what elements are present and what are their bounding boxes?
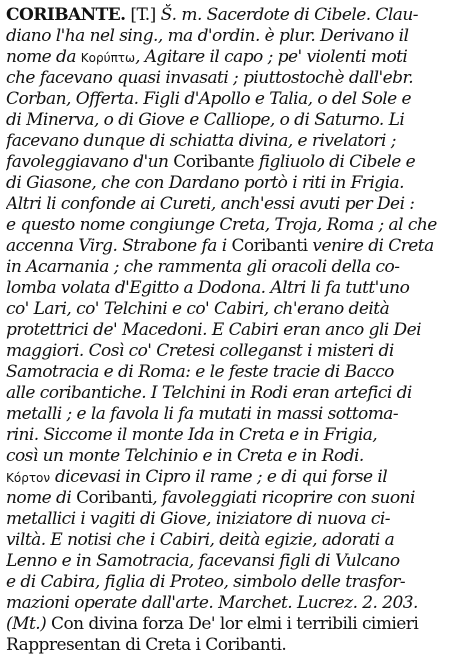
entry-text: metalli ; e la favola li fa mutati in massi sottoma- xyxy=(6,404,399,424)
entry-line xyxy=(6,172,468,195)
entry-text: alle coribantiche. I Telchini in Rodi eran artefici di xyxy=(6,383,412,403)
entry-line xyxy=(6,529,468,552)
entry-text: accenna Virg. Strabone fa i xyxy=(6,236,232,256)
entry-line xyxy=(6,298,468,321)
entry-text: venire di Creta xyxy=(307,236,434,256)
greek-word: Κορύπτω xyxy=(80,51,136,65)
entry-line xyxy=(6,319,468,342)
entry-text: viltà. E notisi che i Cabiri, deità egizie, adorati a xyxy=(6,530,395,550)
entry-line xyxy=(6,277,468,300)
source-tag: [T.] xyxy=(130,5,156,25)
dictionary-entry xyxy=(6,4,468,656)
entry-line xyxy=(6,130,468,153)
entry-text: favoleggiavano d'un xyxy=(6,152,174,172)
headword: CORIBANTE. xyxy=(6,5,126,25)
upright-name: Coribante xyxy=(173,152,255,172)
entry-line xyxy=(6,508,468,531)
verse-text: Con divina forza De' lor elmi i terribili cimieri xyxy=(46,614,419,634)
entry-text: dicevasi in Cipro il rame ; e di qui forse il xyxy=(50,467,388,487)
entry-line xyxy=(6,340,468,363)
entry-line xyxy=(6,256,468,279)
entry-text: , favoleggiati ricoprire con suoni xyxy=(152,488,415,508)
entry-line xyxy=(6,592,468,615)
entry-text: Lenno e in Samotracia, facevansi figli di Vulcano xyxy=(6,551,400,571)
entry-text: nome di xyxy=(6,488,77,508)
entry-text: Corban, Offerta. Figli d'Apollo e Talia, o del Sole e xyxy=(6,89,412,109)
entry-text: metallici i vagiti di Giove, iniziatore di nuova ci- xyxy=(6,509,390,529)
entry-line xyxy=(6,88,468,111)
entry-line xyxy=(6,550,468,573)
entry-text: maggiori. Così co' Cretesi colleganst i misteri di xyxy=(6,341,394,361)
entry-line xyxy=(6,151,468,174)
greek-word: Κόρτον xyxy=(6,471,51,485)
citation-abbrev: (Mt.) xyxy=(6,614,47,634)
upright-name: Coribanti xyxy=(231,236,308,256)
verse-text: Rappresentan di Creta i Coribanti. xyxy=(6,635,287,655)
entry-line xyxy=(6,193,468,216)
entry-text: e questo nome congiunge Creta, Troja, Roma ; al che xyxy=(6,215,437,235)
gender-mark: S̊. xyxy=(160,5,177,25)
entry-text: e di Cabira, figlia di Proteo, simbolo delle trasfor- xyxy=(6,572,406,592)
entry-text: nome da xyxy=(6,47,81,67)
entry-line xyxy=(6,25,468,48)
entry-line xyxy=(6,214,468,237)
entry-text: di Minerva, o di Giove e Calliope, o di Saturno. Li xyxy=(6,110,405,130)
entry-text: Samotracia e di Roma: e le feste tracie di Bacco xyxy=(6,362,394,382)
entry-line xyxy=(6,571,468,594)
entry-text: protettrici de' Macedoni. E Cabiri eran anco gli Dei xyxy=(6,320,422,340)
entry-text: che facevano quasi invasati ; piuttostochè dall'ebr. xyxy=(6,68,414,88)
entry-text: co' Lari, co' Telchini e co' Cabiri, ch'erano deità xyxy=(6,299,390,319)
entry-line xyxy=(6,109,468,132)
entry-text: Altri li confonde ai Cureti, anch'essi avuti per Dei : xyxy=(6,194,415,214)
entry-line xyxy=(6,403,468,426)
entry-text: così un monte Telchinio e in Creta e in Rodi. xyxy=(6,446,364,466)
entry-line xyxy=(6,382,468,405)
entry-line xyxy=(6,4,468,27)
entry-text: facevano dunque di schiatta divina, e rivelatori ; xyxy=(6,131,396,151)
entry-text: in Acarnania ; che rammenta gli oracoli della co- xyxy=(6,257,400,277)
entry-line xyxy=(6,424,468,447)
upright-name: Coribanti xyxy=(76,488,153,508)
entry-line xyxy=(6,487,468,510)
entry-text: lomba volata d'Egitto a Dodona. Altri li fa tutt'uno xyxy=(6,278,410,298)
entry-line xyxy=(6,235,468,258)
entry-line xyxy=(6,361,468,384)
entry-line xyxy=(6,445,468,468)
entry-text: m. Sacerdote di Cibele. Clau- xyxy=(176,5,418,25)
entry-text: figliuolo di Cibele e xyxy=(254,152,416,172)
entry-line xyxy=(6,613,468,636)
entry-text: diano l'ha nel sing., ma d'ordin. è plur. Derivano il xyxy=(6,26,409,46)
entry-line xyxy=(6,46,468,69)
entry-text: di Giasone, che con Dardano portò i riti in Frigia. xyxy=(6,173,404,193)
entry-line xyxy=(6,466,468,489)
entry-text: rini. Siccome il monte Ida in Creta e in Frigia, xyxy=(6,425,378,445)
entry-text: , Agitare il capo ; pe' violenti moti xyxy=(135,47,408,67)
entry-line xyxy=(6,634,468,657)
entry-line xyxy=(6,67,468,90)
entry-text: mazioni operate dall'arte. Marchet. Lucrez. 2. 203. xyxy=(6,593,418,613)
